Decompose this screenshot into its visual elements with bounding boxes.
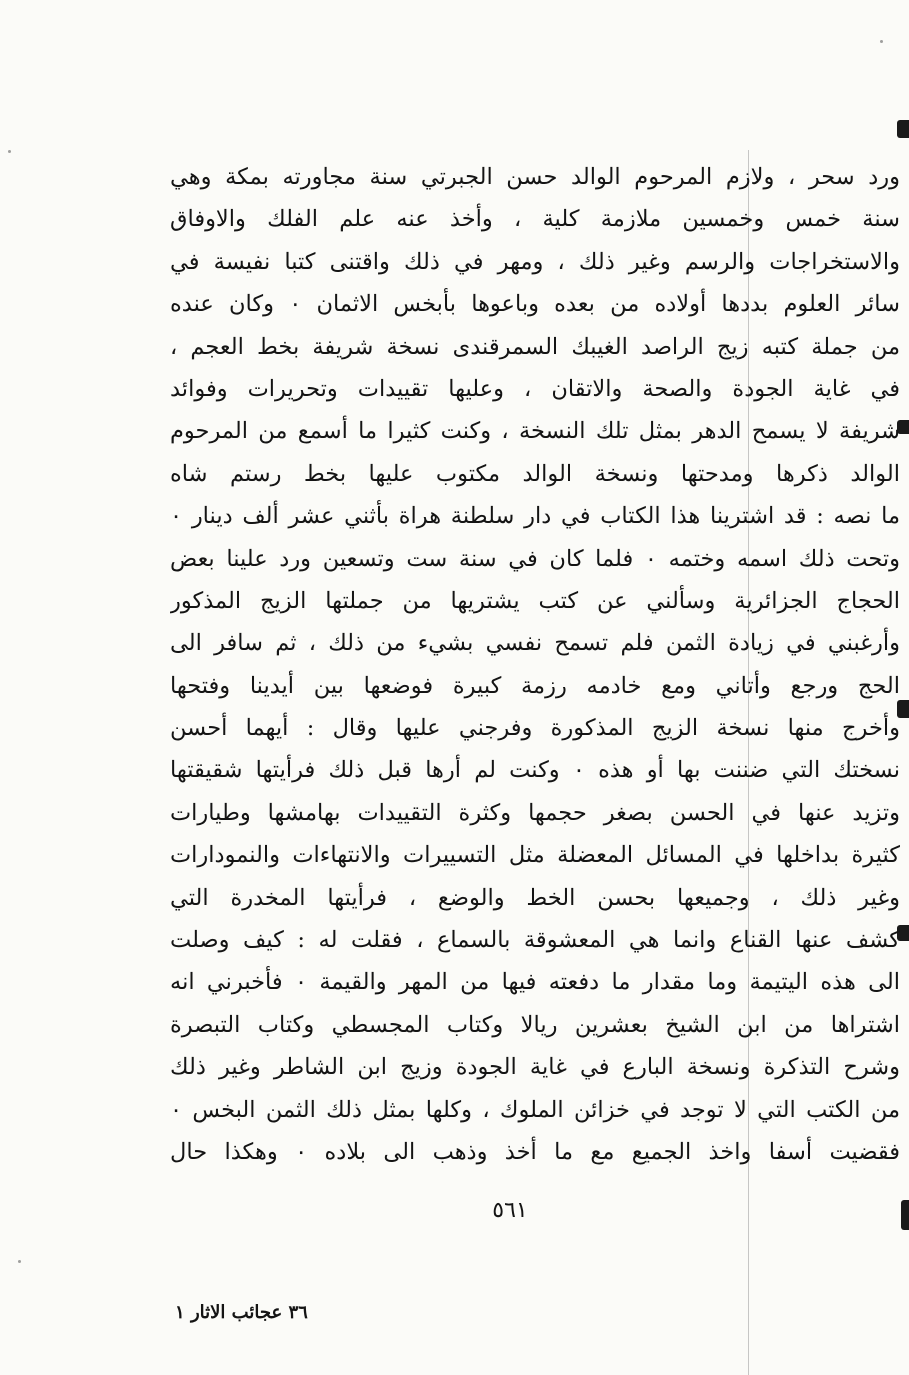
text-line: من الكتب التي لا توجد في خزائن الملوك ، وكلها بمثل ذلك الثمن البخس ٠ xyxy=(170,1096,900,1123)
text-line: وغير ذلك ، وجميعها بحسن الخط والوضع ، فرأيتها المخدرة التي xyxy=(170,884,900,911)
text-line: فقضيت أسفا واخذ الجميع مع ما أخذ وذهب الى بلاده ٠ وهكذا حال xyxy=(170,1138,900,1165)
scan-edge-mark xyxy=(897,120,909,138)
text-line: الحجاج الجزائرية وسألني عن كتب يشتريها من جملتها الزيج المذكور xyxy=(170,587,900,614)
text-line: الوالد ذكرها ومدحتها ونسخة الوالد مكتوب عليها بخط رستم شاه xyxy=(170,460,900,487)
scan-edge-mark xyxy=(901,1200,909,1230)
text-line: سائر العلوم بددها أولاده من بعده وباعوها بأبخس الاثمان ٠ وكان عنده xyxy=(170,291,900,318)
text-line: كشف عنها القناع وانما هي المعشوقة بالسماع ، فقلت له : كيف وصلت xyxy=(170,927,900,954)
scan-speck xyxy=(880,40,883,43)
text-line: وأرغبني في زيادة الثمن فلم تسمح نفسي بشيء من ذلك ، ثم سافر الى xyxy=(170,630,900,657)
text-line: وتزيد عنها في الحسن بصغر حجمها وكثرة التقييدات بهامشها وطيارات xyxy=(170,799,900,826)
signature-mark: ٣٦ عجائب الاثار ١ xyxy=(175,1302,308,1323)
body-text xyxy=(170,156,900,1173)
text-line: الى هذه اليتيمة وما مقدار ما دفعته فيها من المهر والقيمة ٠ فأخبرني انه xyxy=(170,969,900,996)
text-line: اشتراها من ابن الشيخ بعشرين ريالا وكتاب المجسطي وكتاب التبصرة xyxy=(170,1011,900,1038)
text-line: ورد سحر ، ولازم المرحوم الوالد حسن الجبرتي سنة مجاورته بمكة وهي xyxy=(170,164,900,190)
text-line: نسختك التي ضننت بها أو هذه ٠ وكنت لم أرها قبل ذلك فرأيتها شقيقتها xyxy=(170,757,900,784)
page-number: ٥٦١ xyxy=(492,1198,528,1223)
scan-speck xyxy=(18,1260,21,1263)
text-line: في غاية الجودة والصحة والاتقان ، وعليها تقييدات وتحريرات وفوائد xyxy=(170,375,900,402)
text-line: من جملة كتبه زيج الراصد الغيبك السمرقندى نسخة شريفة بخط العجم ، xyxy=(170,333,900,360)
text-line: الحج ورجع وأتاني ومع خادمه رزمة كبيرة فوضعها بين أيدينا وفتحها xyxy=(170,672,900,699)
text-line: وأخرج منها نسخة الزيج المذكورة وفرجني عليها وقال : أيهما أحسن xyxy=(170,715,900,742)
text-line: سنة خمس وخمسين ملازمة كلية ، وأخذ عنه علم الفلك والاوفاق xyxy=(170,206,900,233)
scan-speck xyxy=(8,150,11,153)
text-line: ما نصه : قد اشترينا هذا الكتاب في دار سلطنة هراة بأثني عشر ألف دينار ٠ xyxy=(170,503,900,530)
text-line: وشرح التذكرة ونسخة البارع في غاية الجودة وزيج ابن الشاطر وغير ذلك xyxy=(170,1054,900,1081)
text-line: والاستخراجات والرسم وغير ذلك ، ومهر في ذلك واقتنى كتبا نفيسة في xyxy=(170,248,900,275)
text-line: وتحت ذلك اسمه وختمه ٠ فلما كان في سنة ست وتسعين ورد علينا بعض xyxy=(170,545,900,572)
text-line: كثيرة بداخلها في المسائل المعضلة مثل التسييرات والانتهاءات والنمودارات xyxy=(170,842,900,869)
text-line: شريفة لا يسمح الدهر بمثل تلك النسخة ، وكنت كثيرا ما أسمع من المرحوم xyxy=(170,418,900,445)
